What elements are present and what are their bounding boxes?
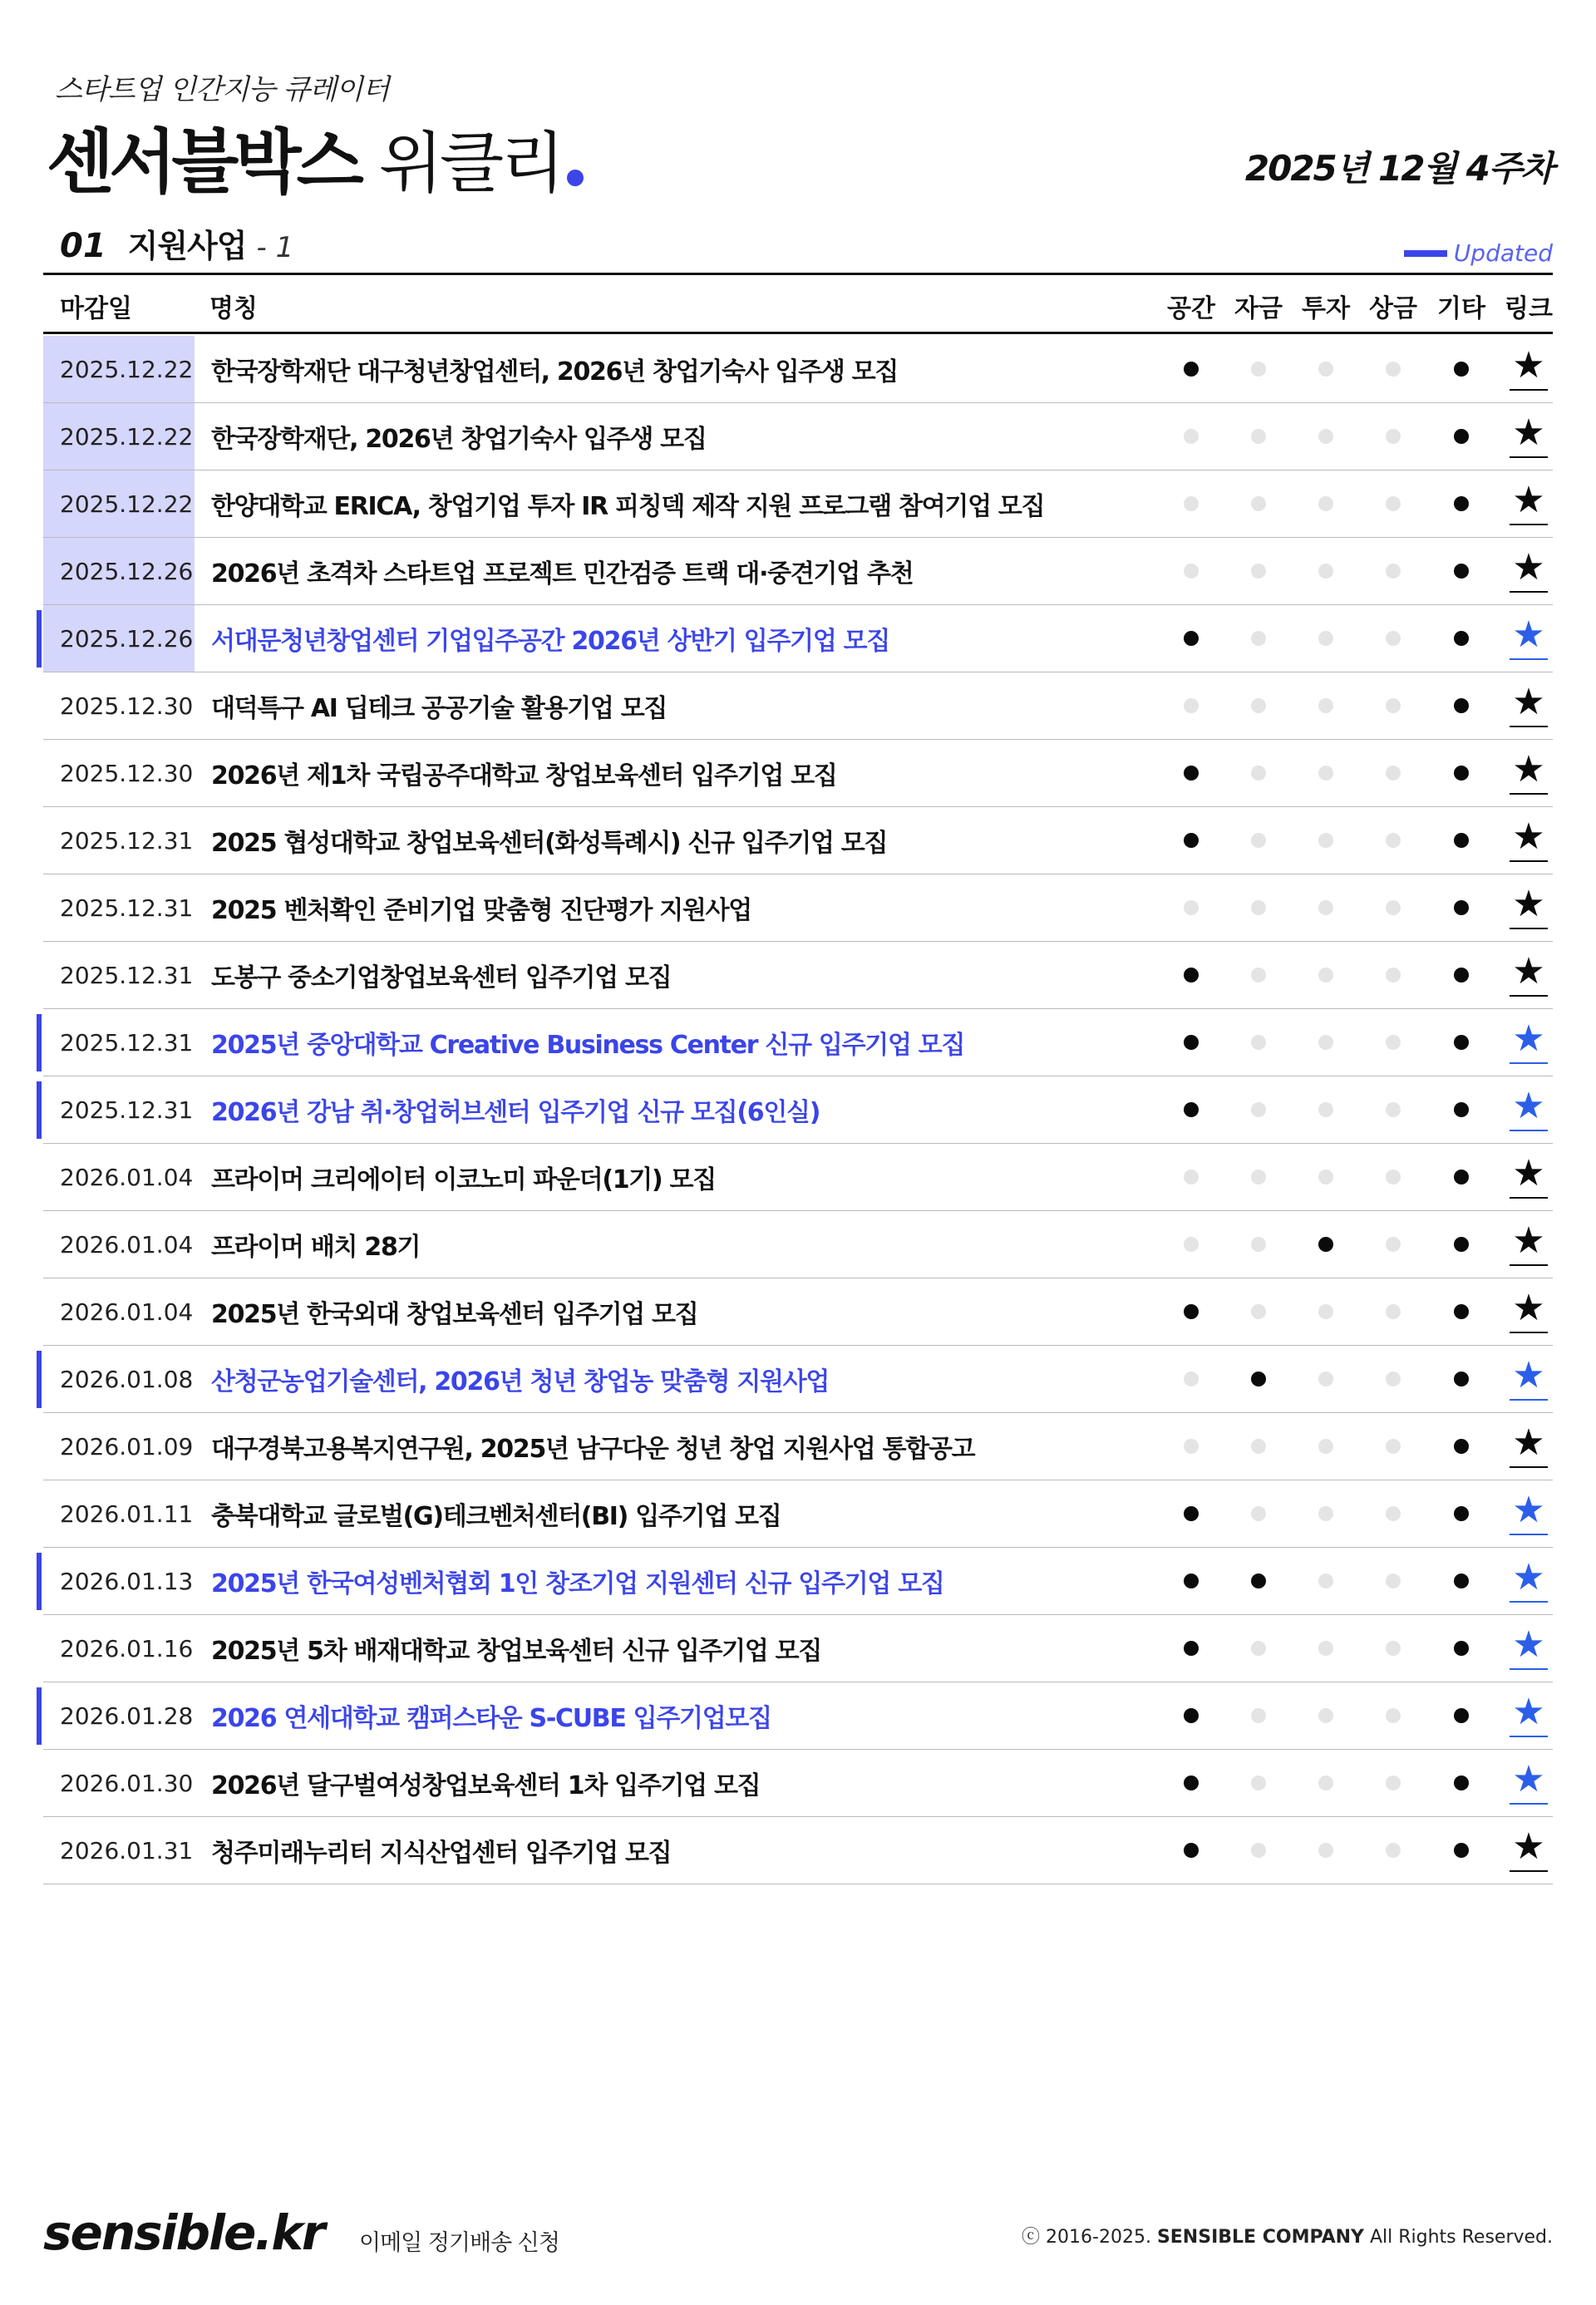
invest-indicator-dot — [1318, 1574, 1333, 1588]
invest-indicator-dot — [1318, 766, 1333, 781]
program-name: 한국장학재단 대구청년창업센터, 2026년 창업기숙사 입주생 모집 — [211, 357, 899, 387]
table-row — [43, 470, 1553, 538]
etc-indicator-dot — [1454, 1708, 1469, 1723]
footer-logo[interactable]: sensible.kr — [43, 2204, 324, 2261]
prize-indicator-dot — [1386, 1102, 1401, 1117]
etc-indicator-dot — [1454, 833, 1469, 848]
table-row — [43, 1480, 1553, 1548]
table-row — [43, 942, 1553, 1009]
invest-indicator-dot — [1318, 900, 1333, 915]
program-name: 산청군농업기술센터, 2026년 청년 창업농 맞춤형 지원사업 — [211, 1367, 830, 1396]
fund-indicator-dot — [1251, 1170, 1266, 1185]
invest-indicator-dot — [1318, 833, 1333, 848]
brand-main: 센서블박스 — [47, 121, 359, 203]
invest-indicator-dot — [1318, 1170, 1333, 1185]
program-name: 2026년 달구벌여성창업보육센터 1차 입주기업 모집 — [211, 1771, 761, 1800]
table-top-rule — [43, 273, 1553, 275]
prize-indicator-dot — [1386, 1170, 1401, 1185]
fund-indicator-dot — [1251, 1708, 1266, 1723]
week-label: 2025년 12월 4주차 — [1244, 148, 1553, 189]
etc-indicator-dot — [1454, 1237, 1469, 1252]
etc-indicator-dot — [1454, 1372, 1469, 1386]
prize-indicator-dot — [1386, 362, 1401, 377]
deadline-cell: 2025.12.30 — [60, 759, 194, 787]
deadline-cell: 2026.01.11 — [60, 1500, 194, 1528]
header-date: 마감일 — [60, 294, 132, 323]
link-star-icon[interactable]: ★ — [1510, 1627, 1548, 1670]
program-name: 2025 벤처확인 준비기업 맞춤형 진단평가 지원사업 — [211, 896, 751, 925]
updated-legend-label: Updated — [1453, 239, 1553, 267]
deadline-cell: 2026.01.04 — [60, 1230, 194, 1258]
prize-indicator-dot — [1386, 968, 1401, 983]
etc-indicator-dot — [1454, 631, 1469, 646]
etc-indicator-dot — [1454, 1776, 1469, 1790]
updated-marker — [37, 610, 42, 667]
table-row — [43, 1144, 1553, 1211]
program-name: 2026년 강남 취·창업허브센터 입주기업 신규 모집(6인실) — [211, 1098, 820, 1127]
link-star-icon[interactable]: ★ — [1510, 953, 1548, 997]
header-link: 링크 — [1505, 294, 1553, 323]
prize-indicator-dot — [1386, 1237, 1401, 1252]
table-row — [43, 403, 1553, 470]
updated-marker — [37, 1687, 42, 1745]
prize-indicator-dot — [1386, 1439, 1401, 1454]
prize-indicator-dot — [1386, 1372, 1401, 1386]
invest-indicator-dot — [1318, 1776, 1333, 1790]
table-row — [43, 1211, 1553, 1278]
table-row — [43, 1413, 1553, 1480]
program-name: 프라이머 배치 28기 — [211, 1233, 421, 1262]
etc-indicator-dot — [1454, 1574, 1469, 1588]
section-number: 01 — [60, 227, 106, 265]
link-star-icon[interactable]: ★ — [1510, 415, 1548, 458]
deadline-cell: 2025.12.30 — [60, 692, 194, 720]
space-indicator-dot — [1184, 564, 1199, 579]
deadline-cell: 2026.01.09 — [60, 1432, 194, 1460]
prize-indicator-dot — [1386, 1304, 1401, 1319]
prize-indicator-dot — [1386, 698, 1401, 713]
invest-indicator-dot — [1318, 1439, 1333, 1454]
prize-indicator-dot — [1386, 1035, 1401, 1050]
program-name: 2026 연세대학교 캠퍼스타운 S-CUBE 입주기업모집 — [211, 1704, 771, 1733]
table-row — [43, 336, 1553, 403]
copyright-prefix: ⓒ 2016-2025. — [1022, 2227, 1151, 2248]
link-star-icon[interactable]: ★ — [1510, 1357, 1548, 1401]
fund-indicator-dot — [1251, 1304, 1266, 1319]
table-header — [43, 278, 1553, 334]
fund-indicator-dot — [1251, 429, 1266, 444]
space-indicator-dot — [1184, 631, 1199, 646]
program-name: 한양대학교 ERICA, 창업기업 투자 IR 피칭덱 제작 지원 프로그램 참여기업 모집 — [211, 492, 1045, 521]
invest-indicator-dot — [1318, 1641, 1333, 1656]
program-name: 대구경북고용복지연구원, 2025년 남구다운 청년 창업 지원사업 통합공고 — [211, 1435, 975, 1464]
table-row — [43, 672, 1553, 740]
space-indicator-dot — [1184, 362, 1199, 377]
program-name: 서대문청년창업센터 기업입주공간 2026년 상반기 입주기업 모집 — [211, 627, 890, 656]
program-name: 2026년 초격차 스타트업 프로젝트 민간검증 트랙 대·중견기업 추천 — [211, 559, 914, 589]
etc-indicator-dot — [1454, 496, 1469, 511]
link-star-icon[interactable]: ★ — [1510, 617, 1548, 660]
invest-indicator-dot — [1318, 1372, 1333, 1386]
deadline-cell: 2025.12.22 — [43, 336, 195, 402]
section-heading — [60, 220, 293, 266]
invest-indicator-dot — [1318, 1035, 1333, 1050]
program-name: 2025년 한국여성벤처협회 1인 창조기업 지원센터 신규 입주기업 모집 — [211, 1569, 944, 1598]
program-name: 2025년 중앙대학교 Creative Business Center 신규 입주기업 모집 — [211, 1031, 965, 1060]
prize-indicator-dot — [1386, 1708, 1401, 1723]
deadline-cell: 2025.12.31 — [60, 961, 194, 989]
copyright-rights: All Rights Reserved. — [1369, 2227, 1553, 2248]
brand-dot-icon — [567, 170, 584, 186]
deadline-cell: 2026.01.04 — [60, 1298, 194, 1326]
program-name: 프라이머 크리에이터 이코노미 파운더(1기) 모집 — [211, 1165, 716, 1194]
fund-indicator-dot — [1251, 968, 1266, 983]
fund-indicator-dot — [1251, 631, 1266, 646]
etc-indicator-dot — [1454, 429, 1469, 444]
etc-indicator-dot — [1454, 1843, 1469, 1858]
fund-indicator-dot — [1251, 833, 1266, 848]
header-space: 공간 — [1167, 294, 1215, 323]
program-name: 충북대학교 글로벌(G)테크벤처센터(BI) 입주기업 모집 — [211, 1502, 781, 1531]
link-star-icon[interactable]: ★ — [1510, 819, 1548, 862]
etc-indicator-dot — [1454, 900, 1469, 915]
invest-indicator-dot — [1318, 631, 1333, 646]
fund-indicator-dot — [1251, 1574, 1266, 1588]
fund-indicator-dot — [1251, 1237, 1266, 1252]
deadline-cell: 2025.12.31 — [60, 1096, 194, 1124]
space-indicator-dot — [1184, 429, 1199, 444]
table-row — [43, 538, 1553, 605]
deadline-cell: 2026.01.16 — [60, 1634, 194, 1662]
etc-indicator-dot — [1454, 766, 1469, 781]
prize-indicator-dot — [1386, 1574, 1401, 1588]
deadline-cell: 2025.12.31 — [60, 894, 194, 922]
section-suffix: - 1 — [256, 231, 294, 264]
table-row — [43, 1548, 1553, 1615]
invest-indicator-dot — [1318, 1237, 1333, 1252]
link-star-icon[interactable]: ★ — [1510, 1559, 1548, 1603]
fund-indicator-dot — [1251, 564, 1266, 579]
space-indicator-dot — [1184, 1641, 1199, 1656]
deadline-cell: 2026.01.08 — [60, 1365, 194, 1393]
table-row — [43, 1615, 1553, 1682]
deadline-cell: 2025.12.22 — [43, 403, 195, 470]
updated-legend — [1404, 239, 1553, 267]
space-indicator-dot — [1184, 1237, 1199, 1252]
link-star-icon[interactable]: ★ — [1510, 347, 1548, 391]
prize-indicator-dot — [1386, 1506, 1401, 1521]
invest-indicator-dot — [1318, 968, 1333, 983]
deadline-cell: 2026.01.13 — [60, 1567, 194, 1595]
link-star-icon[interactable]: ★ — [1510, 1761, 1548, 1805]
space-indicator-dot — [1184, 1102, 1199, 1117]
fund-indicator-dot — [1251, 1439, 1266, 1454]
table-row — [43, 1682, 1553, 1750]
header-fund: 자금 — [1234, 294, 1283, 323]
link-star-icon[interactable]: ★ — [1510, 482, 1548, 525]
program-name: 대덕특구 AI 딥테크 공공기술 활용기업 모집 — [211, 694, 667, 723]
program-name: 2025년 한국외대 창업보육센터 입주기업 모집 — [211, 1300, 698, 1329]
header-invest: 투자 — [1302, 294, 1350, 323]
brand-title — [47, 106, 584, 207]
fund-indicator-dot — [1251, 1641, 1266, 1656]
link-star-icon[interactable]: ★ — [1510, 1492, 1548, 1535]
table-row — [43, 807, 1553, 874]
space-indicator-dot — [1184, 698, 1199, 713]
space-indicator-dot — [1184, 766, 1199, 781]
link-star-icon[interactable]: ★ — [1510, 1088, 1548, 1131]
updated-marker — [37, 1014, 42, 1071]
table-row — [43, 874, 1553, 942]
link-star-icon[interactable]: ★ — [1510, 1694, 1548, 1737]
invest-indicator-dot — [1318, 1843, 1333, 1858]
updated-marker — [37, 1351, 42, 1408]
space-indicator-dot — [1184, 1776, 1199, 1790]
space-indicator-dot — [1184, 1843, 1199, 1858]
link-star-icon[interactable]: ★ — [1510, 1223, 1548, 1266]
fund-indicator-dot — [1251, 1843, 1266, 1858]
table-row — [43, 605, 1553, 672]
prize-indicator-dot — [1386, 1843, 1401, 1858]
fund-indicator-dot — [1251, 1776, 1266, 1790]
deadline-cell: 2025.12.26 — [43, 605, 195, 672]
table-row — [43, 1076, 1553, 1144]
deadline-cell: 2026.01.31 — [60, 1836, 194, 1864]
table-row — [43, 740, 1553, 807]
invest-indicator-dot — [1318, 496, 1333, 511]
program-table-body — [43, 336, 1553, 1884]
table-row — [43, 1278, 1553, 1346]
program-name: 2025 협성대학교 창업보육센터(화성특례시) 신규 입주기업 모집 — [211, 829, 888, 858]
table-row — [43, 1750, 1553, 1817]
copyright — [1022, 2223, 1553, 2248]
etc-indicator-dot — [1454, 1641, 1469, 1656]
fund-indicator-dot — [1251, 1506, 1266, 1521]
prize-indicator-dot — [1386, 564, 1401, 579]
space-indicator-dot — [1184, 968, 1199, 983]
header-etc: 기타 — [1437, 294, 1485, 323]
updated-swatch — [1404, 250, 1447, 257]
space-indicator-dot — [1184, 1304, 1199, 1319]
space-indicator-dot — [1184, 1506, 1199, 1521]
link-star-icon[interactable]: ★ — [1510, 1021, 1548, 1064]
program-name: 도봉구 중소기업창업보육센터 입주기업 모집 — [211, 963, 672, 992]
program-name: 2025년 5차 배재대학교 창업보육센터 신규 입주기업 모집 — [211, 1637, 822, 1666]
copyright-company: SENSIBLE COMPANY — [1156, 2227, 1364, 2248]
program-name: 2026년 제1차 국립공주대학교 창업보육센터 입주기업 모집 — [211, 761, 837, 790]
fund-indicator-dot — [1251, 900, 1266, 915]
updated-marker — [37, 1553, 42, 1610]
deadline-cell: 2025.12.31 — [60, 826, 194, 855]
fund-indicator-dot — [1251, 496, 1266, 511]
space-indicator-dot — [1184, 1708, 1199, 1723]
space-indicator-dot — [1184, 900, 1199, 915]
brand-sub: 위클리 — [378, 125, 562, 202]
header-prize: 상금 — [1369, 294, 1417, 323]
section-title: 지원사업 — [127, 228, 247, 264]
invest-indicator-dot — [1318, 1506, 1333, 1521]
prize-indicator-dot — [1386, 631, 1401, 646]
space-indicator-dot — [1184, 1170, 1199, 1185]
link-star-icon[interactable]: ★ — [1510, 684, 1548, 727]
etc-indicator-dot — [1454, 1439, 1469, 1454]
prize-indicator-dot — [1386, 1641, 1401, 1656]
updated-marker — [37, 1081, 42, 1139]
space-indicator-dot — [1184, 1372, 1199, 1386]
space-indicator-dot — [1184, 1574, 1199, 1588]
deadline-cell: 2026.01.04 — [60, 1163, 194, 1191]
link-star-icon[interactable]: ★ — [1510, 1290, 1548, 1333]
deadline-cell: 2025.12.31 — [60, 1028, 194, 1056]
fund-indicator-dot — [1251, 766, 1266, 781]
tagline: 스타트업 인간지능 큐레이터 — [55, 73, 389, 106]
fund-indicator-dot — [1251, 1372, 1266, 1386]
deadline-cell: 2025.12.26 — [43, 538, 195, 604]
link-star-icon[interactable]: ★ — [1510, 751, 1548, 795]
table-row — [43, 1009, 1553, 1076]
space-indicator-dot — [1184, 833, 1199, 848]
prize-indicator-dot — [1386, 900, 1401, 915]
etc-indicator-dot — [1454, 564, 1469, 579]
invest-indicator-dot — [1318, 698, 1333, 713]
link-star-icon[interactable]: ★ — [1510, 886, 1548, 929]
invest-indicator-dot — [1318, 1708, 1333, 1723]
invest-indicator-dot — [1318, 1304, 1333, 1319]
prize-indicator-dot — [1386, 833, 1401, 848]
link-star-icon[interactable]: ★ — [1510, 1155, 1548, 1199]
prize-indicator-dot — [1386, 1776, 1401, 1790]
link-star-icon[interactable]: ★ — [1510, 549, 1548, 593]
program-name: 청주미래누리터 지식산업센터 입주기업 모집 — [211, 1839, 672, 1868]
deadline-cell: 2026.01.30 — [60, 1769, 194, 1797]
space-indicator-dot — [1184, 496, 1199, 511]
link-star-icon[interactable]: ★ — [1510, 1829, 1548, 1872]
table-row — [43, 1817, 1553, 1884]
etc-indicator-dot — [1454, 362, 1469, 377]
fund-indicator-dot — [1251, 698, 1266, 713]
space-indicator-dot — [1184, 1035, 1199, 1050]
etc-indicator-dot — [1454, 698, 1469, 713]
header-name: 명칭 — [209, 294, 258, 323]
etc-indicator-dot — [1454, 1304, 1469, 1319]
prize-indicator-dot — [1386, 766, 1401, 781]
etc-indicator-dot — [1454, 1035, 1469, 1050]
invest-indicator-dot — [1318, 429, 1333, 444]
prize-indicator-dot — [1386, 429, 1401, 444]
invest-indicator-dot — [1318, 564, 1333, 579]
deadline-cell: 2025.12.22 — [43, 470, 195, 537]
fund-indicator-dot — [1251, 1102, 1266, 1117]
table-header-rule — [43, 332, 1553, 334]
deadline-cell: 2026.01.28 — [60, 1702, 194, 1730]
program-name: 한국장학재단, 2026년 창업기숙사 입주생 모집 — [211, 425, 707, 454]
fund-indicator-dot — [1251, 362, 1266, 377]
invest-indicator-dot — [1318, 362, 1333, 377]
space-indicator-dot — [1184, 1439, 1199, 1454]
invest-indicator-dot — [1318, 1102, 1333, 1117]
etc-indicator-dot — [1454, 968, 1469, 983]
subscribe-link[interactable]: 이메일 정기배송 신청 — [359, 2230, 559, 2256]
table-row — [43, 1346, 1553, 1413]
fund-indicator-dot — [1251, 1035, 1266, 1050]
link-star-icon[interactable]: ★ — [1510, 1425, 1548, 1468]
prize-indicator-dot — [1386, 496, 1401, 511]
etc-indicator-dot — [1454, 1102, 1469, 1117]
etc-indicator-dot — [1454, 1506, 1469, 1521]
etc-indicator-dot — [1454, 1170, 1469, 1185]
